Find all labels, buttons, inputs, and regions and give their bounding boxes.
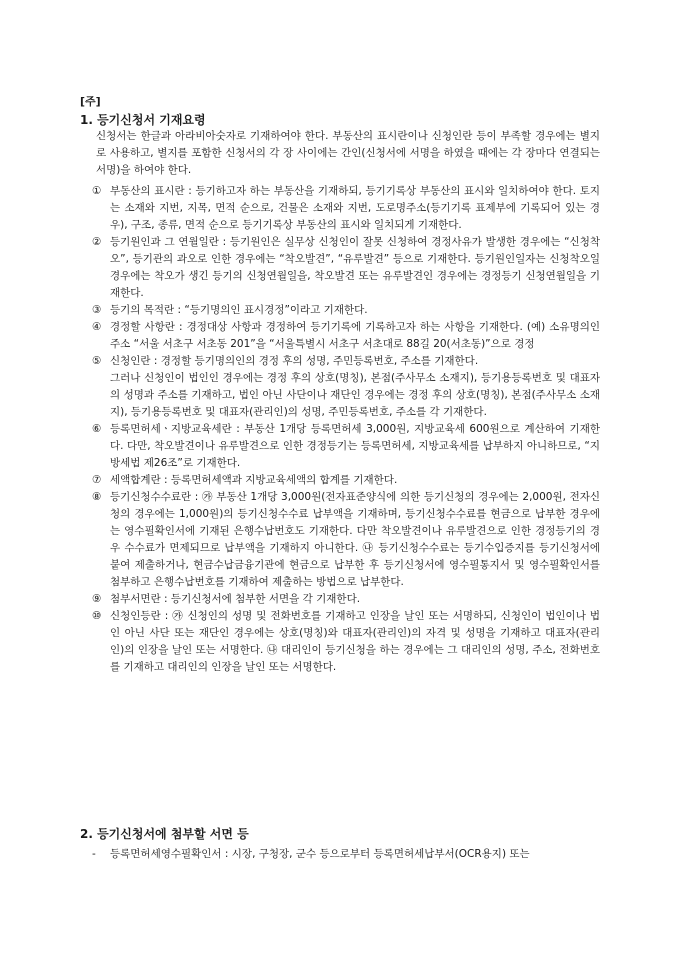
item-text: 신청인등란 : ㉮ 신청인의 성명 및 전화번호를 기재하고 인장을 날인 또는 서명하되, 신청인이 법인이나 법인 아닌 사단 또는 재단인 경우에는 상호(명칭)와 대표자(관리인)의 자격 및 성명을 기재하고 대표자(관리인)의 인장을 날인 또는 서명한다. ㉯ 대리인이 등기신청을 하는 경우에는 그 대리인의 성명, 주소, 전화번호를 기재하고 대리인의 인장을 날인 또는 서명한다. bbox=[110, 610, 600, 673]
item-text: 등기의 목적란 : “등기명의인 표시경정”이라고 기재한다. bbox=[110, 304, 368, 316]
item-number: ① bbox=[92, 185, 102, 197]
item-number: ④ bbox=[92, 321, 102, 333]
item-text: 부동산의 표시란 : 등기하고자 하는 부동산을 기재하되, 등기기록상 부동산의 표시와 일치하여야 한다. 토지는 소재와 지번, 지목, 면적 순으로, 건물은 소재와 지번, 도로명주소(등기기록 표제부에 기록되어 있는 경우), 구조, 종류, 면적 순으로 등기기록상 부동산의 표시와 일치되게 기재한다. bbox=[110, 185, 600, 231]
item-number: ⑦ bbox=[92, 474, 102, 486]
item-number: ⑩ bbox=[92, 610, 102, 622]
instruction-list bbox=[92, 183, 600, 676]
item-text: 등기신청수수료란 : ㉮ 부동산 1개당 3,000원(전자표준양식에 의한 등기신청의 경우에는 2,000원, 전자신청의 경우에는 1,000원)의 등기신청수수료 납부액을 기재하며, 등기신청수수료를 현금으로 납부한 경우에는 영수필확인서에 기재된 은행수납번호도 기재한다. 다만 착오발견이나 유루발견으로 인한 경정등기의 경우 수수료가 면제되므로 납부액을 기재하지 아니한다. ㉯ 등기신청수수료는 등기수입증지를 등기신청서에 붙여 제출하거나, 현금수납금융기관에 현금으로 납부한 후 등기신청서에 영수필통지서 및 영수필확인서를 첨부하고 은행수납번호를 기재하여 제출하는 방법으로 납부한다. bbox=[110, 491, 600, 588]
bullet-dash: - bbox=[92, 848, 96, 860]
item-number: ② bbox=[92, 236, 102, 248]
instruction-item-5 bbox=[92, 353, 600, 421]
item-number: ⑥ bbox=[92, 423, 102, 435]
instruction-item-8 bbox=[92, 489, 600, 591]
instruction-item-3 bbox=[92, 302, 600, 319]
instruction-item-7 bbox=[92, 472, 600, 489]
instruction-item-4 bbox=[92, 319, 600, 353]
item-text: 첨부서면란 : 등기신청서에 첨부한 서면을 각 기재한다. bbox=[110, 593, 361, 605]
instruction-item-1 bbox=[92, 183, 600, 234]
section-1-intro: 신청서는 한글과 아라비아숫자로 기재하여야 한다. 부동산의 표시란이나 신청인란 등이 부족할 경우에는 별지로 사용하고, 별지를 포함한 신청서의 각 장 사이에는 간인(신청서에 서명을 하였을 때에는 각 장마다 연결되는 서명)을 하여야 한다. bbox=[96, 130, 600, 176]
section-1-heading: 1. 등기신청서 기재요령 bbox=[80, 113, 206, 127]
item-number: ⑨ bbox=[92, 593, 102, 605]
item-number: ⑤ bbox=[92, 355, 102, 367]
item-number: ⑧ bbox=[92, 491, 102, 503]
item-text: 등기원인과 그 연월일란 : 등기원인은 실무상 신청인이 잘못 신청하여 경정사유가 발생한 경우에는 “신청착오”, 등기관의 과오로 인한 경우에는 “착오발견”, “유루발견” 등으로 기재한다. 등기원인일자는 신청착오일 경우에는 착오가 생긴 등기의 신청연월일을, 착오발견 또는 유루발견인 경우에는 경정등기 신청연월일을 기재한다. bbox=[110, 236, 600, 299]
item-number: ③ bbox=[92, 304, 102, 316]
item-text: 신청인란 : 경정할 등기명의인의 경정 후의 성명, 주민등록번호, 주소를 기재한다. bbox=[110, 355, 479, 367]
attachment-item-1 bbox=[92, 846, 600, 863]
attachment-text: 등록면허세영수필확인서 : 시장, 구청장, 군수 등으로부터 등록면허세납부서(OCR용지) 또는 bbox=[110, 848, 530, 860]
instruction-item-9 bbox=[92, 591, 600, 608]
attachment-list bbox=[92, 846, 600, 863]
item-extra-text: 그러나 신청인이 법인인 경우에는 경정 후의 상호(명칭), 본점(주사무소 소재지), 등기용등록번호 및 대표자의 성명과 주소를 기재하고, 법인 아닌 사단이나 재단인 경우에는 경정 후의 상호(명칭), 본점(주사무소 소재지), 등기용등록번호 및 대표자(관리인)의 성명, 주민등록번호, 주소를 각 기재한다. bbox=[110, 372, 600, 418]
item-text: 경정할 사항란 : 경정대상 사항과 경정하여 등기기록에 기록하고자 하는 사항을 기재한다. (예) 소유명의인 주소 “서울 서초구 서초동 201”을 “서울특별시 서초구 서초대로 88길 20(서초동)”으로 경정 bbox=[110, 321, 600, 350]
item-text: 등록면허세ㆍ지방교육세란 : 부동산 1개당 등록면허세 3,000원, 지방교육세 600원으로 계산하여 기재한다. 다만, 착오발견이나 유루발견으로 인한 경정등기는 등록면허세, 지방교육세를 납부하지 아니하므로, “지방세법 제26조”로 기재한다. bbox=[110, 423, 600, 469]
instruction-item-2 bbox=[92, 234, 600, 302]
note-mark: [주] bbox=[80, 95, 101, 108]
section-2-heading: 2. 등기신청서에 첨부할 서면 등 bbox=[80, 827, 249, 841]
instruction-item-6 bbox=[92, 421, 600, 472]
item-text: 세액합계란 : 등록면허세액과 지방교육세액의 합계를 기재한다. bbox=[110, 474, 398, 486]
instruction-item-10 bbox=[92, 608, 600, 676]
